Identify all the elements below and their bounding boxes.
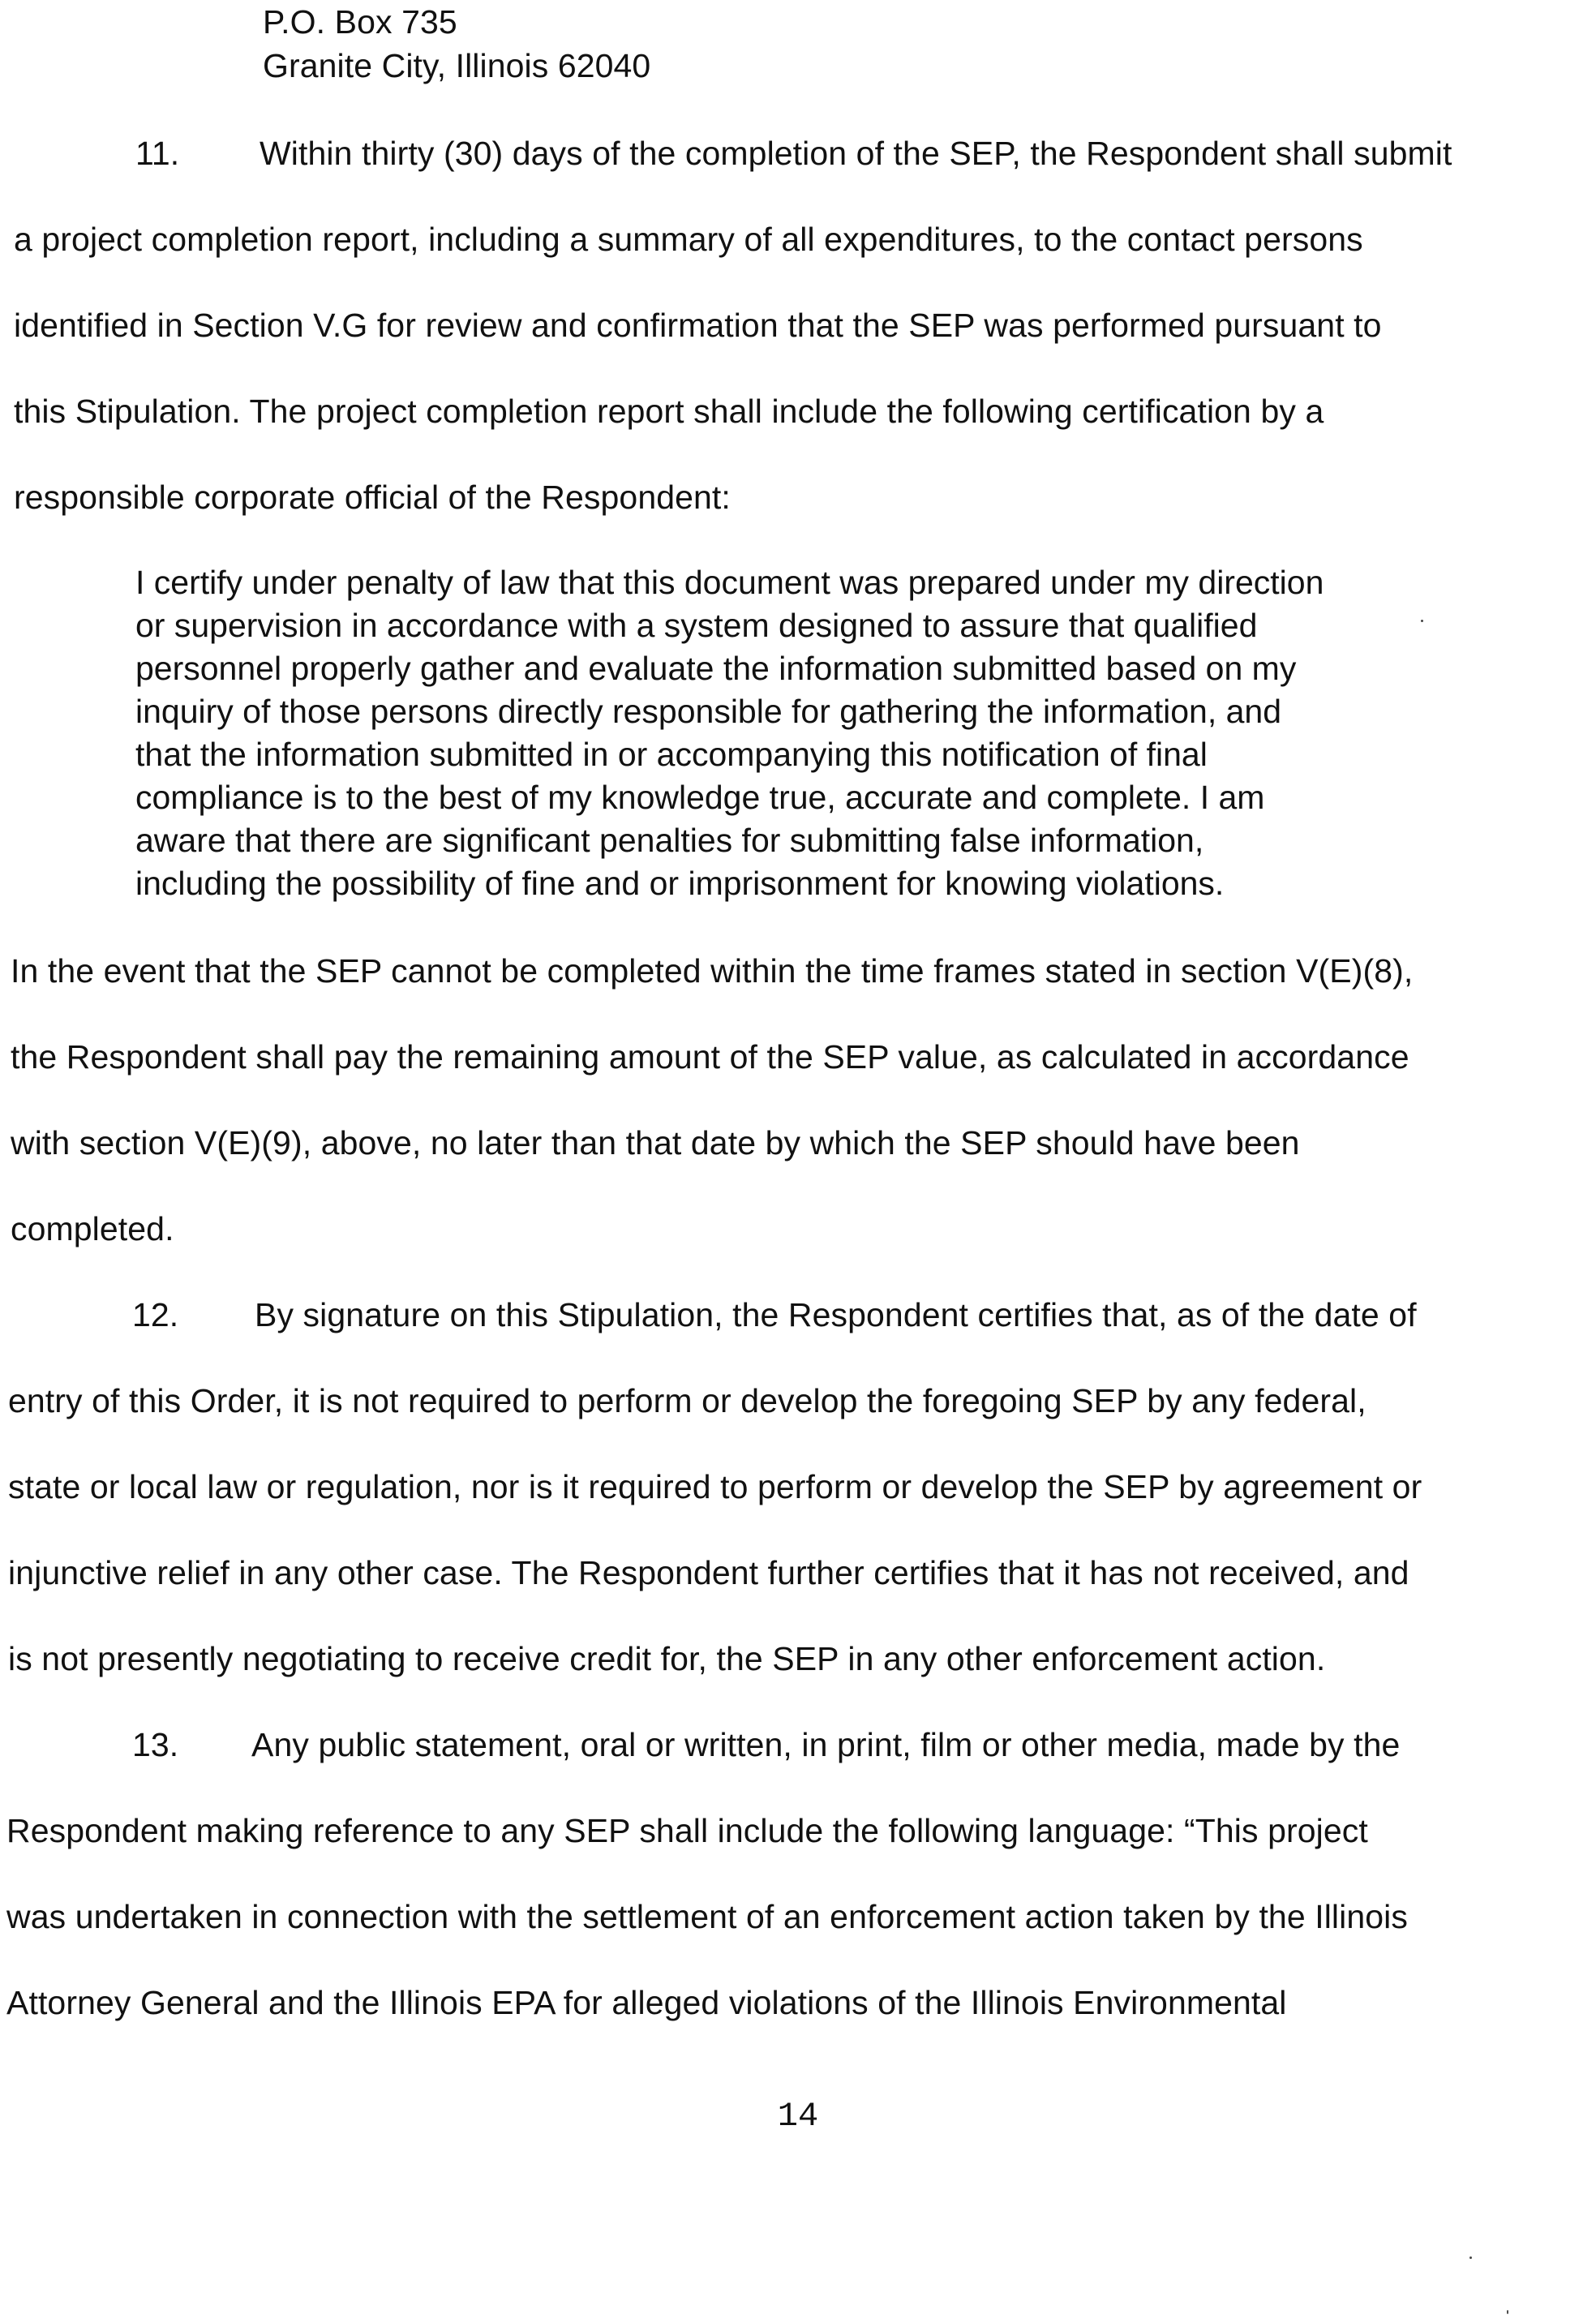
scan-speck [1421, 620, 1423, 622]
paragraph-13-line-1: Any public statement, oral or written, in print, film or other media, made by the [251, 1726, 1401, 1763]
certification-line-8: including the possibility of fine and or imprisonment for knowing violations. [135, 865, 1225, 902]
certification-line-6: compliance is to the best of my knowledge true, accurate and complete. I am [135, 779, 1265, 816]
paragraph-12-number: 12. [132, 1296, 179, 1333]
certification-line-4: inquiry of those persons directly responsible for gathering the information, and [135, 693, 1282, 730]
address-line-1: P.O. Box 735 [263, 3, 457, 41]
paragraph-11-number: 11. [135, 135, 180, 172]
certification-line-1: I certify under penalty of law that this document was prepared under my direction [135, 564, 1324, 601]
address-line-2: Granite City, Illinois 62040 [263, 47, 651, 84]
certification-line-5: that the information submitted in or accompanying this notification of final [135, 736, 1208, 773]
page-number: 14 [777, 2097, 819, 2136]
paragraph-12-line-2: entry of this Order, it is not required to perform or develop the foregoing SEP by any federal, [8, 1382, 1366, 1419]
paragraph-12-line-4: injunctive relief in any other case. The Respondent further certifies that it has not received, and [8, 1554, 1409, 1591]
certification-line-2: or supervision in accordance with a system designed to assure that qualified [135, 607, 1258, 644]
paragraph-11-line-5: responsible corporate official of the Respondent: [14, 479, 731, 516]
event-paragraph-line-2: the Respondent shall pay the remaining amount of the SEP value, as calculated in accordance [11, 1038, 1409, 1076]
event-paragraph-line-3: with section V(E)(9), above, no later than that date by which the SEP should have been [11, 1124, 1300, 1162]
paragraph-13-number: 13. [132, 1726, 179, 1763]
paragraph-11-line-4: this Stipulation. The project completion report shall include the following certification by a [14, 393, 1324, 430]
certification-line-7: aware that there are significant penalties for submitting false information, [135, 822, 1204, 859]
paragraph-13-line-4: Attorney General and the Illinois EPA for alleged violations of the Illinois Environmental [6, 1984, 1287, 2021]
paragraph-12-line-1: By signature on this Stipulation, the Respondent certifies that, as of the date of [255, 1296, 1417, 1333]
certification-line-3: personnel properly gather and evaluate the information submitted based on my [135, 650, 1297, 687]
paragraph-12-line-3: state or local law or regulation, nor is it required to perform or develop the SEP by agreement or [8, 1468, 1422, 1505]
event-paragraph-line-4: completed. [11, 1210, 174, 1247]
paragraph-11-line-3: identified in Section V.G for review and confirmation that the SEP was performed pursuant to [14, 307, 1382, 344]
paragraph-12-line-5: is not presently negotiating to receive credit for, the SEP in any other enforcement action. [8, 1640, 1326, 1677]
paragraph-11-line-2: a project completion report, including a summary of all expenditures, to the contact persons [14, 221, 1363, 258]
scan-speck [1469, 2256, 1472, 2259]
event-paragraph-line-1: In the event that the SEP cannot be completed within the time frames stated in section V(E)(8), [11, 952, 1414, 990]
paragraph-13-line-2: Respondent making reference to any SEP shall include the following language: “This project [6, 1812, 1368, 1849]
paragraph-13-line-3: was undertaken in connection with the settlement of an enforcement action taken by the Illinois [6, 1898, 1408, 1935]
scan-speck [1507, 2310, 1508, 2314]
paragraph-11-line-1: Within thirty (30) days of the completion of the SEP, the Respondent shall submit [260, 135, 1452, 172]
